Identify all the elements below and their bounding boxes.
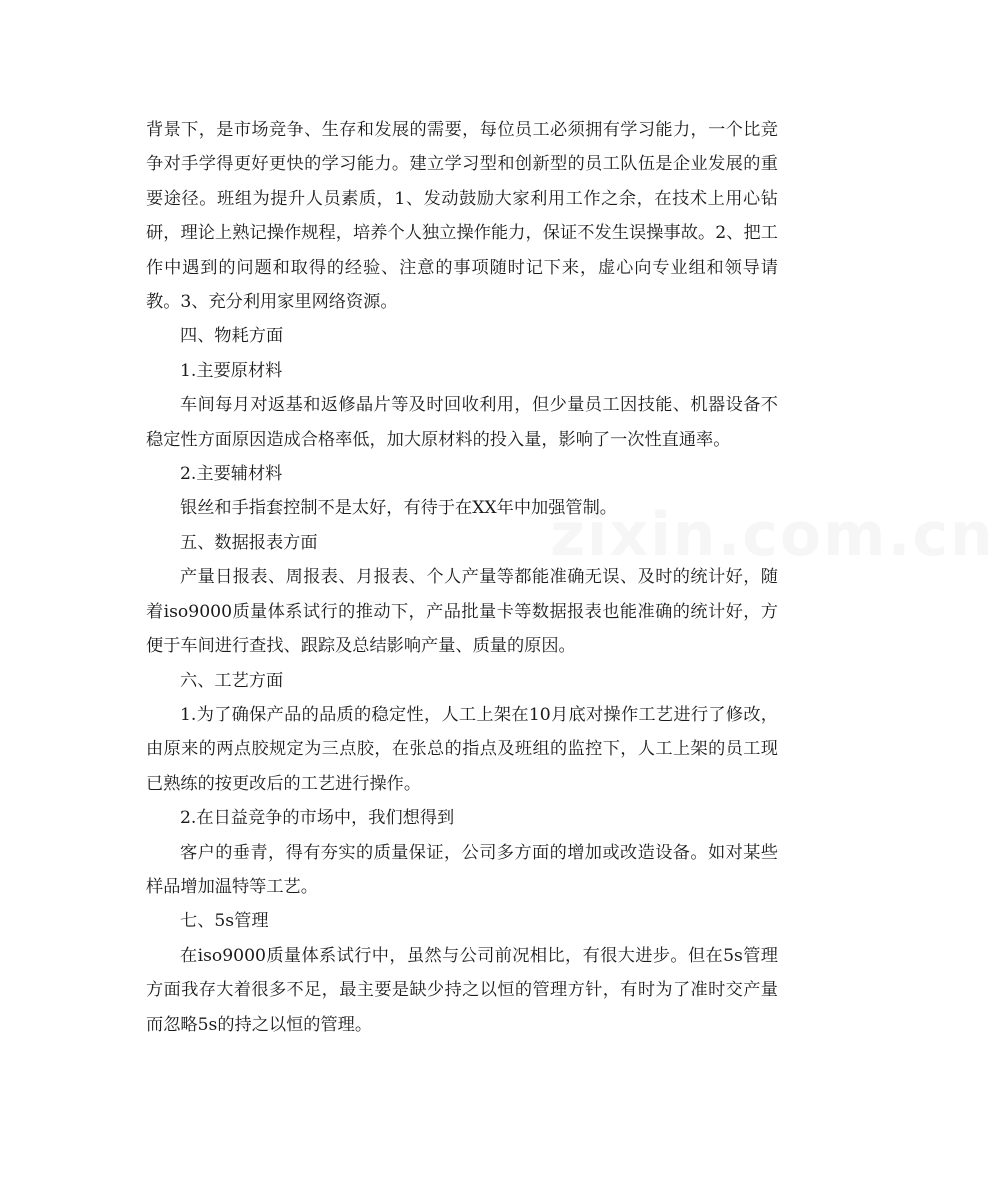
subheading-main-materials: 1.主要原材料 — [180, 360, 283, 381]
heading-material-consumption: 四、物耗方面 — [180, 326, 284, 347]
paragraph-data-reports: 产量日报表、周报表、月报表、个人产量等都能准确无误、及时的统计好，随着iso9000质量体系试行的推动下，产品批量卡等数据报表也能准确的统计好，方便于车间进行查找、跟踪及总结影响产量、质量的原因。 — [146, 567, 778, 657]
paragraph-auxiliary-materials: 银丝和手指套控制不是太好，有待于在XX年中加强管制。 — [180, 498, 617, 519]
paragraph-5s-management: 在iso9000质量体系试行中，虽然与公司前况相比，有很大进步。但在5s管理方面我存大着很多不足，最主要是缺少持之以恒的管理方针，有时为了准时交产量而忽略5s的持之以恒的管理。 — [146, 945, 778, 1035]
subheading-auxiliary-materials: 2.主要辅材料 — [180, 464, 283, 485]
watermark-logo: zixin.com.cn — [550, 500, 995, 570]
paragraph-main-materials: 车间每月对返基和返修晶片等及时回收利用，但少量员工因技能、机器设备不稳定性方面原因造成合格率低，加大原材料的投入量，影响了一次性直通率。 — [146, 395, 778, 450]
heading-process: 六、工艺方面 — [180, 670, 284, 691]
heading-5s-management: 七、5s管理 — [180, 911, 269, 932]
paragraph-process-2: 2.在日益竞争的市场中，我们想得到 — [180, 808, 455, 829]
document-body — [146, 113, 778, 1042]
paragraph-learning: 背景下，是市场竞争、生存和发展的需要，每位员工必须拥有学习能力，一个比竞争对手学得更好更快的学习能力。建立学习型和创新型的员工队伍是企业发展的重要途径。班组为提升人员素质，1、发动鼓励大家利用工作之余，在技术上用心钻研，理论上熟记操作规程，培养个人独立操作能力，保证不发生误操事故。2、把工作中遇到的问题和取得的经验、注意的事项随时记下来，虚心向专业组和领导请教。3、充分利用家里网络资源。 — [146, 120, 778, 313]
paragraph-process-3: 客户的垂青，得有夯实的质量保证，公司多方面的增加或改造设备。如对某些样品增加温特等工艺。 — [146, 842, 778, 897]
paragraph-process-1: 1.为了确保产品的品质的稳定性，人工上架在10月底对操作工艺进行了修改，由原来的两点胶规定为三点胶，在张总的指点及班组的监控下，人工上架的员工现已熟练的按更改后的工艺进行操作。 — [146, 704, 778, 794]
heading-data-reports: 五、数据报表方面 — [180, 532, 318, 553]
